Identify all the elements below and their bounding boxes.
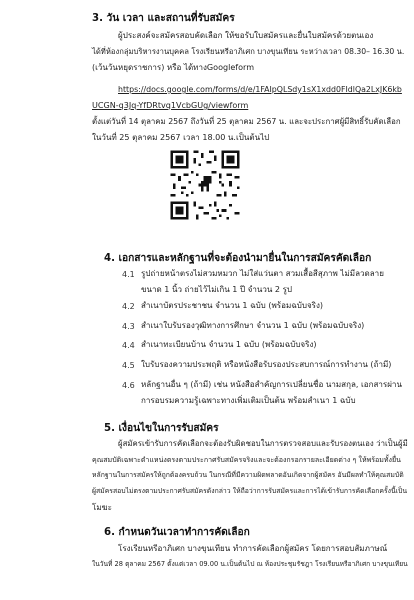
item-4-6-text-cont: การอบรมความรู้เฉพาะทางเพิ่มเติมเป็นต้น พร้อมสำเนา 1 ฉบับ bbox=[141, 396, 356, 405]
item-4-4-number: 4.4 bbox=[122, 341, 135, 350]
item-4-1-text: รูปถ่ายหน้าตรงไม่สวมหมวก ไม่ใส่แว่นตา สวมเสื้อสีสุภาพ ไม่มีลวดลาย bbox=[141, 269, 384, 278]
section-5-line-3: หลักฐานในการสมัครให้ถูกต้องครบถ้วน ในกรณีที่มีความผิดพลาดอันเกิดจากผู้สมัคร อันมีผลทำให้คุณสมบัติ bbox=[92, 471, 404, 479]
section-3-line-3: (เว้นวันหยุดราชการ) หรือ ได้ทางGoogleform bbox=[92, 63, 255, 72]
item-4-4-text: สำเนาทะเบียนบ้าน จำนวน 1 ฉบับ (พร้อมฉบับจริง) bbox=[141, 340, 317, 349]
item-4-2-text: สำเนาบัตรประชาชน จำนวน 1 ฉบับ (พร้อมฉบับจริง) bbox=[141, 301, 324, 310]
section-5-heading: 5. เงื่อนไขในการรับสมัคร bbox=[104, 423, 219, 434]
google-form-link-part-1[interactable]: https://docs.google.com/forms/d/e/1FAIpQLSdy1sX1xdd0FIdlQa2LxJK6kb bbox=[118, 85, 402, 94]
section-5-line-1: ผู้สมัครเข้ารับการคัดเลือกจะต้องรับผิดชอบในการตรวจสอบและรับรองตนเอง ว่าเป็นผู้มี bbox=[118, 439, 408, 448]
item-4-3-number: 4.3 bbox=[122, 322, 135, 331]
item-4-1-text-cont: ขนาด 1 นิ้ว ถ่ายไว้ไม่เกิน 1 ปี จำนวน 2 รูป bbox=[141, 285, 293, 294]
section-6-line-1: โรงเรียนหรีอาภิเศก บางขุนเทียน ทำการคัดเลือกผู้สมัคร โดยการสอบสัมภาษณ์ bbox=[118, 544, 388, 553]
qr-code-icon bbox=[168, 148, 242, 222]
item-4-5-text: ใบรับรองความประพฤติ หรือหนังสือรับรองประสบการณ์การทำงาน (ถ้ามี) bbox=[141, 360, 392, 369]
section-5-line-5: โมฆะ bbox=[92, 503, 112, 512]
item-4-5-number: 4.5 bbox=[122, 361, 135, 370]
google-form-link-part-2[interactable]: UCGN-q3Jq-YfDRtvq1VcbGUg/viewform bbox=[92, 101, 249, 110]
item-4-1-number: 4.1 bbox=[122, 270, 135, 279]
item-4-3-text: สำเนาใบรับรองวุฒิทางการศึกษา จำนวน 1 ฉบับ (พร้อมฉบับจริง) bbox=[141, 321, 365, 330]
item-4-6-number: 4.6 bbox=[122, 381, 135, 390]
item-4-2-number: 4.2 bbox=[122, 302, 135, 311]
section-3-line-2: ได้ที่ห้องกลุ่มบริหารงานบุคคล โรงเรียนหรีอาภิเศก บางขุนเทียน ระหว่างเวลา 08.30– 16.30 น. bbox=[92, 47, 405, 56]
section-5-line-4: ผู้สมัครสอบไม่ตรงตามประกาศรับสมัครดังกล่าว ให้ถือว่าการรับสมัครและการได้เข้ารับการคัดเลือกครั้งนี้เป็น bbox=[92, 487, 408, 495]
item-4-6-text: หลักฐานอื่น ๆ (ถ้ามี) เช่น หนังสือสำคัญการเปลี่ยนชื่อ นามสกุล, เอกสารผ่าน bbox=[141, 380, 402, 389]
section-3-heading: 3. วัน เวลา และสถานที่รับสมัคร bbox=[92, 13, 235, 24]
section-6-line-2: ในวันที่ 28 ตุลาคม 2567 ตั้งแต่เวลา 09.00 น.เป็นต้นไป ณ ห้องประชุมรัชฎา โรงเรียนหรีอาภิเศก บางขุนเทียน bbox=[92, 560, 408, 568]
section-6-heading: 6. กำหนดวันเวลาทำการคัดเลือก bbox=[104, 527, 250, 538]
section-5-line-2: คุณสมบัติเฉพาะตำแหน่งตรงตามประกาศรับสมัครจริงและจะต้องกรอกรายละเอียดต่าง ๆ ให้พร้อมทั้งยื่น bbox=[92, 455, 401, 464]
section-4-heading: 4. เอกสารและหลักฐานที่จะต้องนำมายื่นในการสมัครคัดเลือก bbox=[104, 253, 372, 264]
section-3-line-1: ผู้ประสงค์จะสมัครสอบคัดเลือก ให้ขอรับใบสมัครและยื่นใบสมัครด้วยตนเอง bbox=[118, 31, 374, 40]
section-3-line-6: ตั้งแต่วันที่ 14 ตุลาคม 2567 ถึงวันที่ 25 ตุลาคม 2567 น. และจะประกาศผู้มีสิทธิ์รับคัดเลือก bbox=[92, 117, 401, 126]
section-3-line-7: ในวันที่ 25 ตุลาคม 2567 เวลา 18.00 น.เป็นต้นไป bbox=[92, 133, 270, 142]
